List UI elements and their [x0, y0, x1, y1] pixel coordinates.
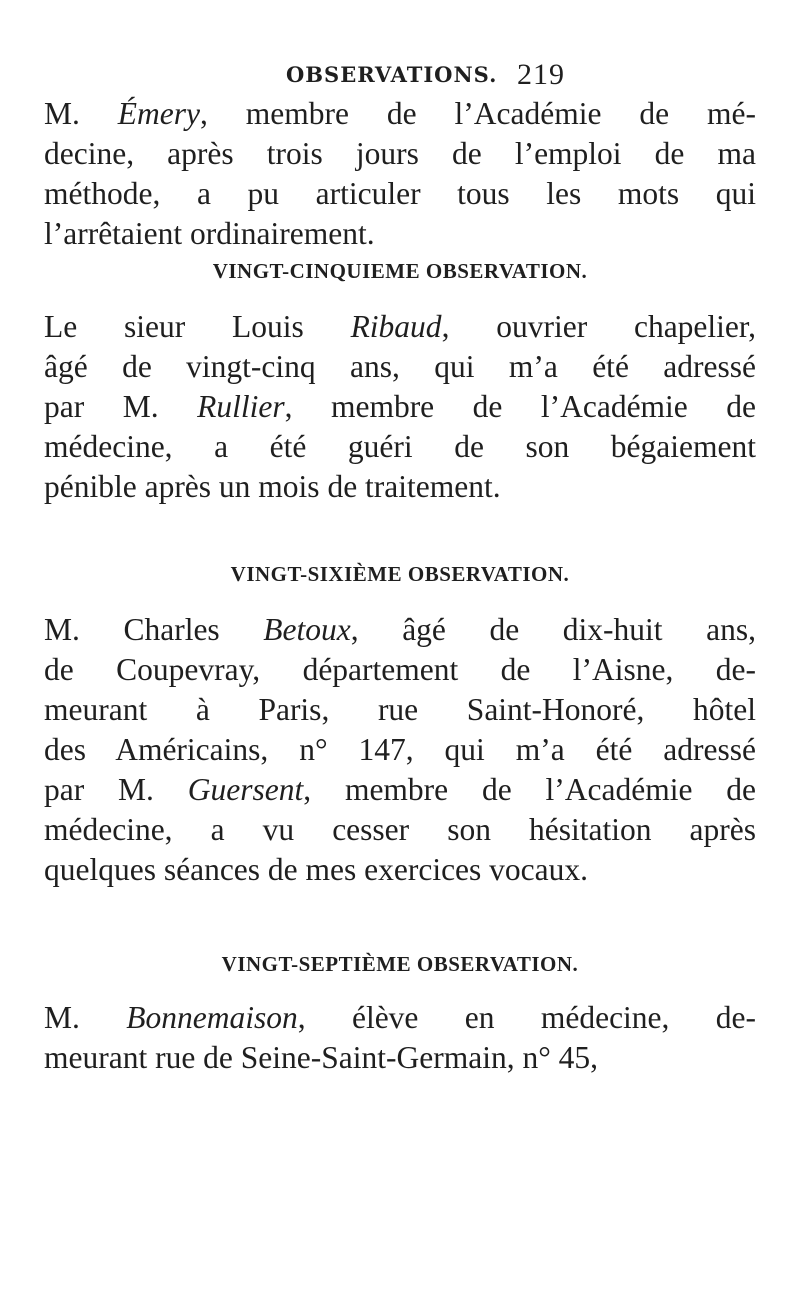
text-run: Le sieur Louis	[44, 309, 351, 344]
running-title: OBSERVATIONS.	[286, 62, 498, 87]
text-line: des Américains, n° 147, qui m’a été adressé	[44, 732, 756, 767]
text-line	[44, 94, 756, 134]
paragraph-bonnemaison	[44, 998, 756, 1078]
text-line	[44, 387, 756, 427]
person-name: Betoux	[263, 612, 351, 647]
paragraph-emery	[44, 94, 756, 254]
text-line: de Coupevray, département de l’Aisne, de-	[44, 652, 756, 687]
text-run: par M.	[44, 389, 198, 424]
text-line: âgé de vingt-cinq ans, qui m’a été adressé	[44, 349, 756, 384]
text-line	[44, 610, 756, 650]
person-name: Guersent	[187, 772, 304, 807]
text-line: meurant à Paris, rue Saint-Honoré, hôtel	[44, 692, 756, 727]
person-name: Bonnemaison	[126, 1000, 298, 1035]
text-line: méthode, a pu articuler tous les mots qui	[44, 176, 756, 211]
text-line	[44, 307, 756, 347]
person-name: Ribaud	[350, 309, 442, 344]
section-heading-27: VINGT-SEPTIÈME OBSERVATION.	[221, 952, 579, 976]
text-line: médecine, a été guéri de son bégaiement	[44, 429, 756, 464]
text-run: M. Charles	[44, 612, 264, 647]
text-run: , membre de l’Académie de mé-	[200, 96, 756, 131]
text-run: , ouvrier chapelier,	[441, 309, 756, 344]
section-heading-25: VINGT-CINQUIEME OBSERVATION.	[212, 259, 588, 283]
text-line: decine, après trois jours de l’emploi de ma	[44, 136, 756, 171]
page-number: 219	[517, 58, 565, 91]
paragraph-betoux	[44, 610, 756, 890]
section-heading-26: VINGT-SIXIÈME OBSERVATION.	[230, 562, 570, 586]
text-run: , membre de l’Académie de	[284, 389, 757, 424]
text-line: médecine, a vu cesser son hésitation après	[44, 812, 756, 847]
text-line: meurant rue de Seine-Saint-Germain, n° 45,	[44, 1040, 599, 1075]
text-run: , âgé de dix-huit ans,	[350, 612, 757, 647]
text-line: l’arrêtaient ordinairement.	[44, 216, 375, 251]
text-run: , membre de l’Académie de	[303, 772, 757, 807]
text-run: par M.	[44, 772, 188, 807]
paragraph-ribaud	[44, 307, 756, 507]
text-run: , élève en médecine, de-	[297, 1000, 756, 1035]
text-line: pénible après un mois de traitement.	[44, 469, 501, 504]
person-name: Émery	[117, 96, 201, 131]
text-line: quelques séances de mes exercices vocaux.	[44, 852, 589, 887]
text-line	[44, 770, 756, 810]
text-run: M.	[44, 96, 118, 131]
person-name: Rullier	[197, 389, 285, 424]
text-line	[44, 998, 756, 1038]
text-run: M.	[44, 1000, 127, 1035]
